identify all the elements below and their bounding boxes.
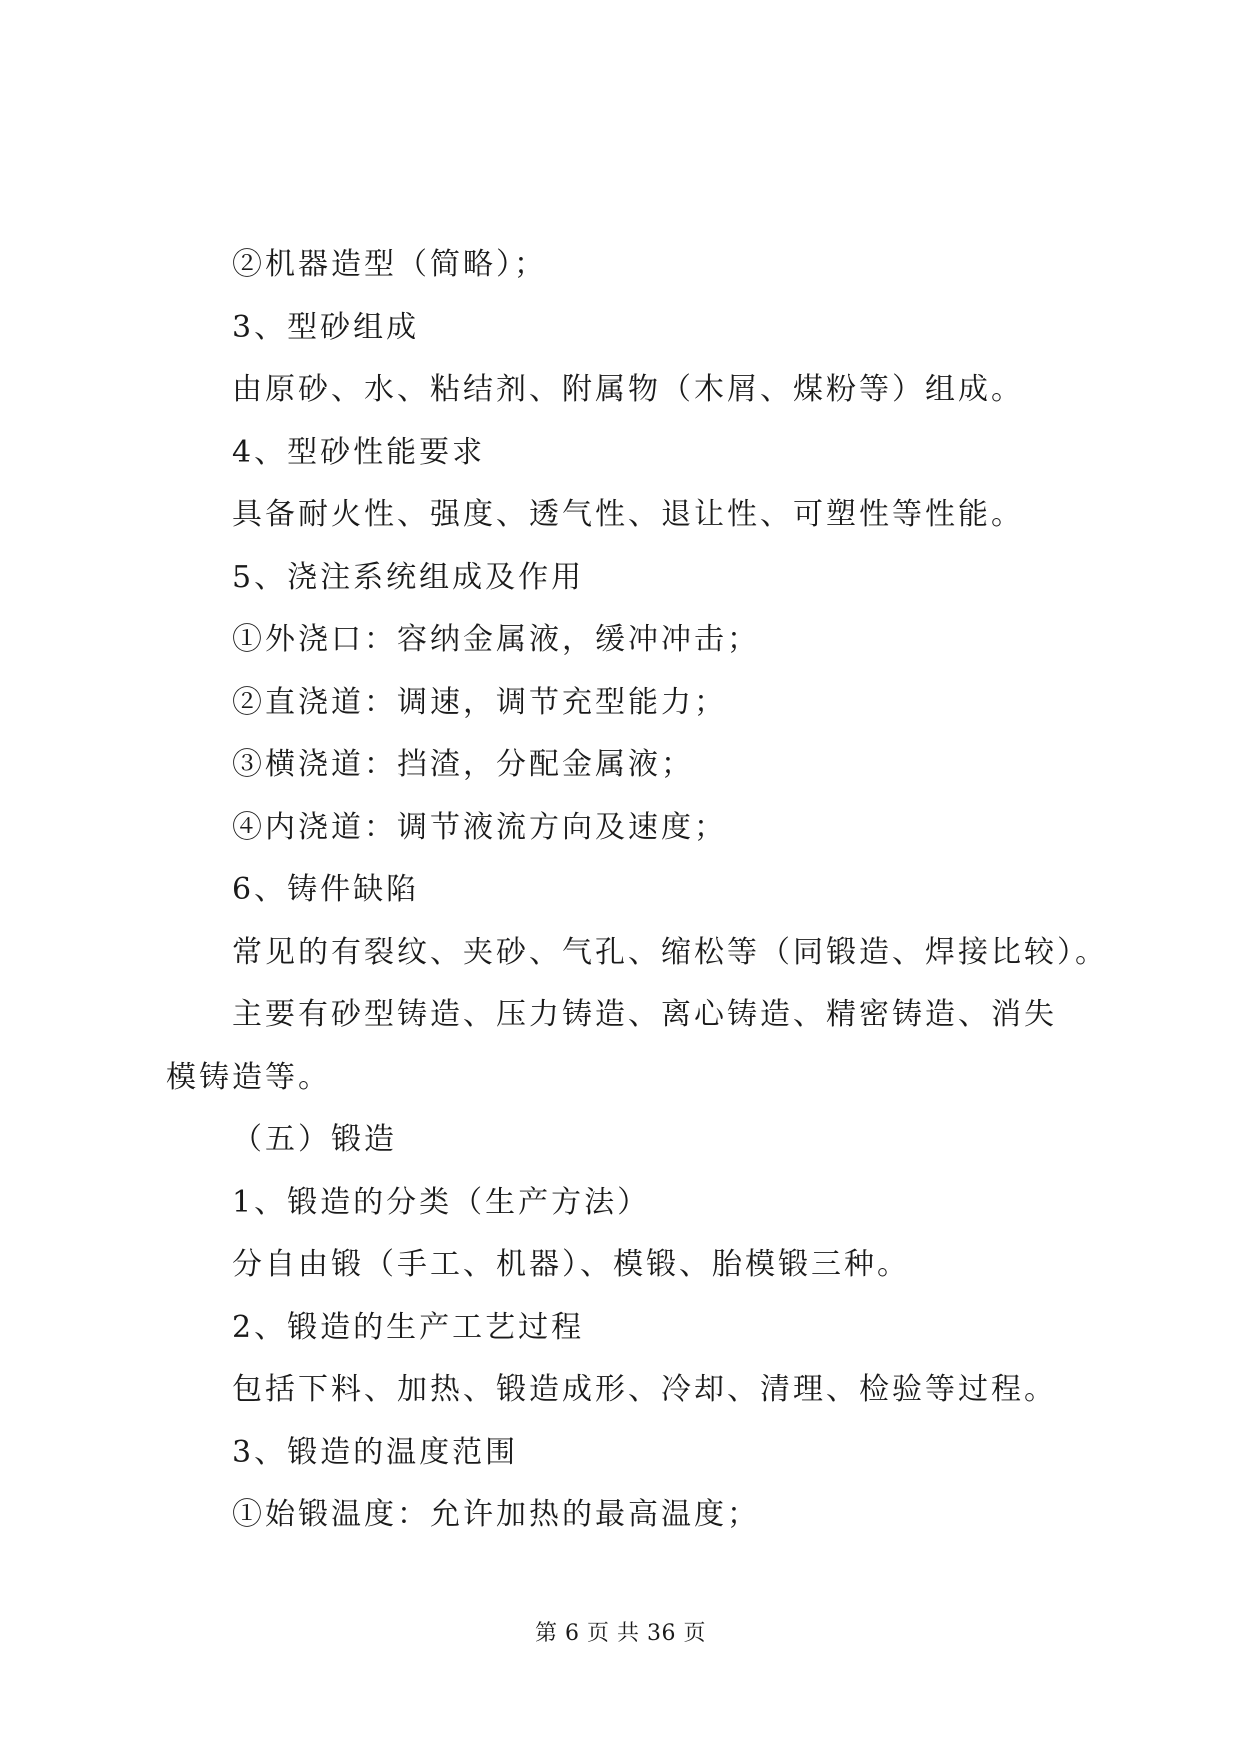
text-line: ①始锻温度：允许加热的最高温度； [232, 1497, 760, 1532]
section-heading: 4、型砂性能要求 [232, 434, 486, 470]
page-number-footer: 第 6 页 共 36 页 [535, 1621, 706, 1646]
section-heading: 6、铸件缺陷 [232, 872, 420, 907]
text-line: 具备耐火性、强度、透气性、退让性、可塑性等性能。 [232, 497, 1024, 532]
text-line: 由原砂、水、粘结剂、附属物（木屑、煤粉等）组成。 [232, 372, 1024, 407]
text-line: 常见的有裂纹、夹砂、气孔、缩松等（同锻造、焊接比较）。 [232, 934, 1108, 970]
section-heading: 3、型砂组成 [232, 309, 420, 345]
text-line: ④内浇道：调节液流方向及速度； [232, 809, 727, 845]
section-heading: 1、锻造的分类（生产方法） [232, 1184, 651, 1220]
text-line: ②机器造型（简略）； [232, 247, 547, 282]
wrapped-paragraph: 主要有砂型铸造、压力铸造、离心铸造、精密铸造、消失模铸造等。 [166, 997, 1057, 1095]
text-line: 包括下料、加热、锻造成形、冷却、清理、检验等过程。 [232, 1372, 1057, 1407]
text-line: ②直浇道：调速，调节充型能力； [232, 684, 727, 720]
text-line: 分自由锻（手工、机器）、模锻、胎模锻三种。 [232, 1247, 910, 1282]
text-line: ①外浇口：容纳金属液，缓冲冲击； [232, 622, 760, 657]
section-heading: 5、浇注系统组成及作用 [232, 559, 585, 595]
text-line: ③横浇道：挡渣，分配金属液； [232, 747, 694, 782]
document-body [166, 234, 1108, 1547]
section-heading: 3、锻造的温度范围 [232, 1434, 519, 1470]
chapter-heading: （五）锻造 [232, 1122, 397, 1157]
section-heading: 2、锻造的生产工艺过程 [232, 1309, 585, 1345]
